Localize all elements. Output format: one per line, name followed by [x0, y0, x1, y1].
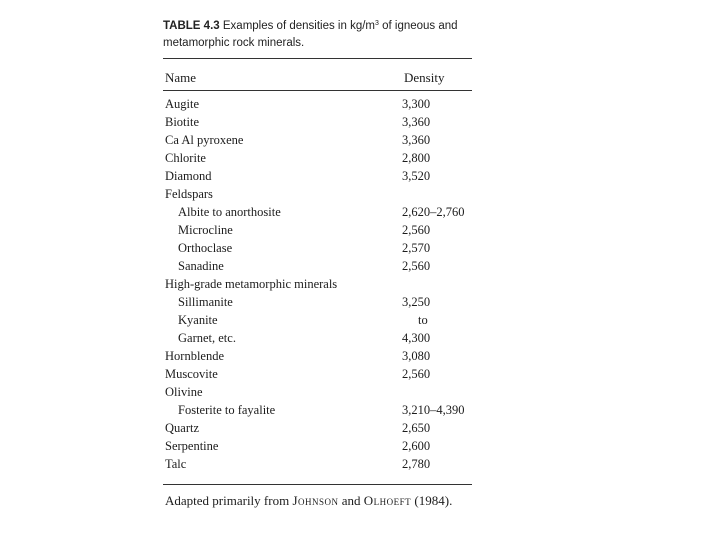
table-row — [0, 133, 720, 151]
table-row — [0, 331, 720, 349]
mineral-name: Olivine — [165, 385, 203, 399]
footnote-author-johnson: Johnson — [292, 493, 339, 508]
mineral-name: Diamond — [165, 169, 212, 183]
table-row — [0, 367, 720, 385]
table-row — [0, 223, 720, 241]
table-row — [0, 295, 720, 313]
footnote-author-olhoeft: Olhoeft — [363, 493, 412, 508]
table-row — [0, 97, 720, 115]
table-row — [0, 457, 720, 475]
mineral-density: 3,210–4,390 — [402, 403, 465, 417]
mineral-name: Fosterite to fayalite — [178, 403, 276, 417]
table-row — [0, 403, 720, 421]
mineral-name: Muscovite — [165, 367, 218, 381]
header-rule — [163, 90, 472, 91]
mineral-name: Kyanite — [178, 313, 218, 327]
mineral-name: Albite to anorthosite — [178, 205, 281, 219]
mineral-density: 2,570 — [402, 241, 431, 255]
mineral-name: Garnet, etc. — [178, 331, 236, 345]
mineral-name: Microcline — [178, 223, 233, 237]
table-row — [0, 187, 720, 205]
mineral-density: 4,300 — [402, 331, 431, 345]
mineral-density: 2,800 — [402, 151, 431, 165]
mineral-name: Biotite — [165, 115, 200, 129]
table-footnote — [165, 492, 474, 509]
mineral-name: High-grade metamorphic minerals — [165, 277, 338, 291]
mineral-name: Serpentine — [165, 439, 219, 453]
table-row — [0, 349, 720, 367]
mineral-density: 2,560 — [402, 259, 431, 273]
table-row — [0, 169, 720, 187]
mineral-name: Augite — [165, 97, 200, 111]
table-row — [0, 313, 720, 331]
table-body — [0, 97, 720, 475]
mineral-density: 3,520 — [402, 169, 431, 183]
mineral-density: 2,560 — [402, 367, 431, 381]
column-header-name: Name — [165, 70, 197, 85]
table-row — [0, 385, 720, 403]
mineral-name: Ca Al pyroxene — [165, 133, 244, 147]
table-row — [0, 439, 720, 457]
table-label: TABLE 4.3 — [163, 20, 220, 32]
table-row — [0, 241, 720, 259]
mineral-name: Hornblende — [165, 349, 225, 363]
mineral-name: Orthoclase — [178, 241, 233, 255]
mineral-density: 2,560 — [402, 223, 431, 237]
mineral-density: 3,080 — [402, 349, 431, 363]
mineral-name: Chlorite — [165, 151, 206, 165]
bottom-rule — [163, 484, 472, 485]
mineral-density: 2,600 — [402, 439, 431, 453]
mineral-name: Sanadine — [178, 259, 224, 273]
mineral-density: 3,250 — [402, 295, 431, 309]
table-row — [0, 259, 720, 277]
footnote-year: (1984). — [411, 493, 453, 508]
mineral-density: 2,650 — [402, 421, 431, 435]
mineral-density: 3,360 — [402, 115, 431, 129]
mineral-name: Sillimanite — [178, 295, 233, 309]
column-header-density: Density — [404, 70, 445, 85]
table-row — [0, 205, 720, 223]
footnote-text: Adapted primarily from — [165, 493, 293, 508]
mineral-name: Talc — [165, 457, 187, 471]
table-row — [0, 151, 720, 169]
table-caption — [163, 18, 483, 52]
footnote-and: and — [338, 493, 364, 508]
mineral-name: Quartz — [165, 421, 200, 435]
caption-text-pre: Examples of densities in kg/m — [222, 20, 375, 32]
table-row — [0, 115, 720, 133]
mineral-density: 3,300 — [402, 97, 431, 111]
mineral-density: to — [418, 313, 428, 327]
mineral-density: 2,620–2,760 — [402, 205, 465, 219]
mineral-density: 2,780 — [402, 457, 431, 471]
caption-superscript: 3 — [375, 20, 379, 27]
mineral-density: 3,360 — [402, 133, 431, 147]
table-row — [0, 421, 720, 439]
mineral-name: Feldspars — [165, 187, 213, 201]
table-row — [0, 277, 720, 295]
top-rule — [163, 58, 472, 59]
caption-text-post: of igneous and metamorphic rock minerals. — [163, 20, 458, 49]
